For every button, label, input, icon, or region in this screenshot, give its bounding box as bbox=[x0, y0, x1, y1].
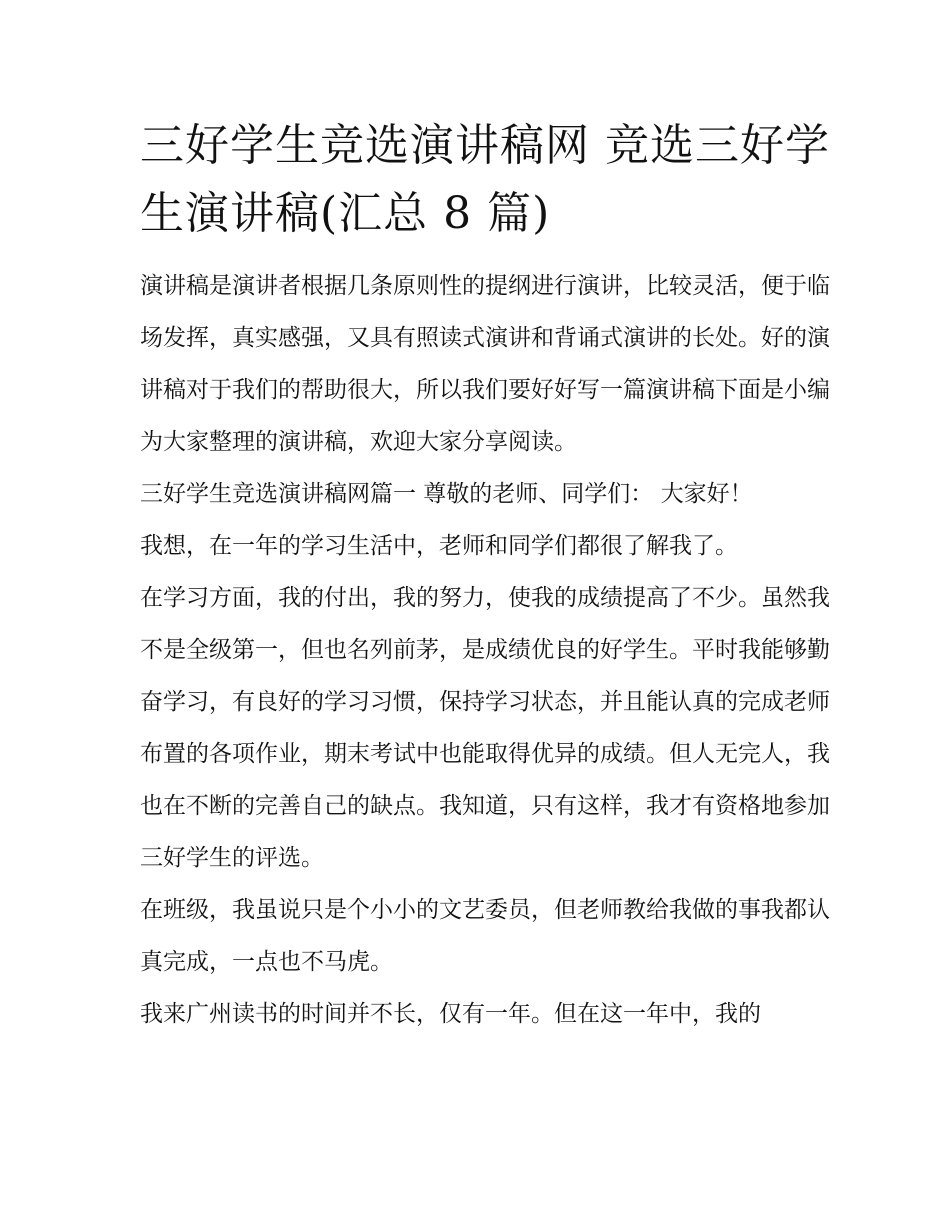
speech-paragraph: 在学习方面，我的付出，我的努力，使我的成绩提高了不少。虽然我不是全级第一，但也名列前茅，是成绩优良的好学生。平时我能够勤奋学习，有良好的学习习惯，保持学习状态，并且能认真的完成老师布置的各项作业，期末考试中也能取得优异的成绩。但人无完人，我也在不断的完善自己的缺点。我知道，只有这样，我才有资格地参加三好学生的评选。 bbox=[140, 585, 830, 871]
document-title: 三好学生竞选演讲稿网 竞选三好学生演讲稿(汇总 8 篇) bbox=[140, 120, 830, 239]
document-body bbox=[140, 112, 830, 1040]
speech-paragraph: 我来广州读书的时间并不长，仅有一年。但在这一年中，我的 bbox=[140, 1001, 761, 1027]
speech-paragraph: 我想，在一年的学习生活中，老师和同学们都很了解我了。 bbox=[140, 533, 738, 559]
intro-paragraph: 演讲稿是演讲者根据几条原则性的提纲进行演讲，比较灵活，便于临场发挥，真实感强，又具有照读式演讲和背诵式演讲的长处。好的演讲稿对于我们的帮助很大，所以我们要好好写一篇演讲稿下面是小编为大家整理的演讲稿，欢迎大家分享阅读。 bbox=[140, 273, 830, 455]
speech-greeting-paragraph: 三好学生竞选演讲稿网篇一 尊敬的老师、同学们： 大家好！ bbox=[140, 481, 753, 507]
speech-paragraph: 在班级，我虽说只是个小小的文艺委员，但老师教给我做的事我都认真完成，一点也不马虎。 bbox=[140, 897, 830, 975]
